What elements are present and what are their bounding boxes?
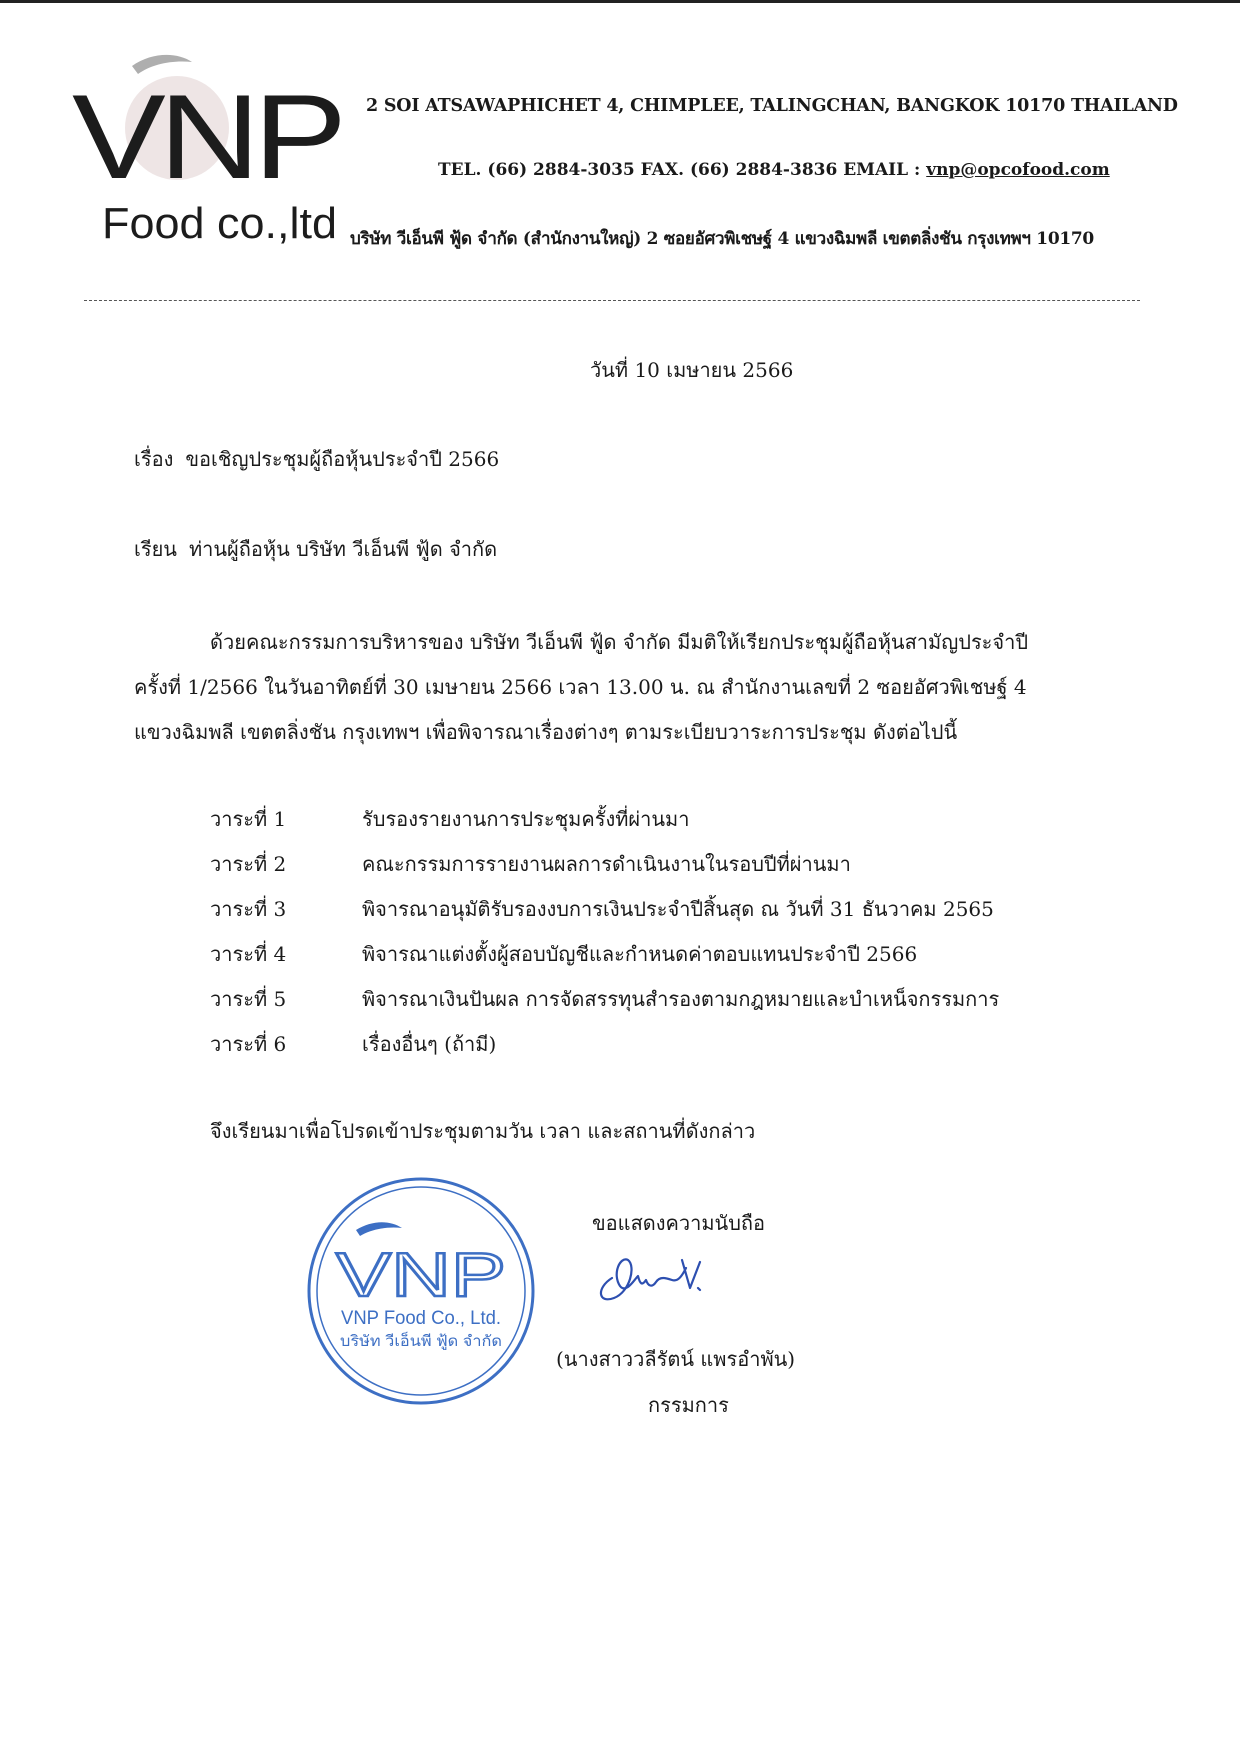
salutation-text: ท่านผู้ถือหุ้น บริษัท วีเอ็นพี ฟู้ด จำกัด bbox=[188, 537, 498, 561]
logo-brand-text: VNP bbox=[72, 70, 340, 204]
agenda-label: วาระที่ 4 bbox=[210, 941, 287, 966]
body-line: ครั้งที่ 1/2566 ในวันอาทิตย์ที่ 30 เมษายน 2566 เวลา 13.00 น. ณ สำนักงานเลขที่ 2 ซอยอัศวพิเชษฐ์ 4 bbox=[134, 675, 1027, 699]
agenda-list bbox=[210, 796, 1110, 1066]
letter-subject bbox=[134, 443, 499, 475]
agenda-item bbox=[210, 976, 1110, 1021]
company-contact bbox=[438, 160, 1110, 180]
scan-top-border bbox=[0, 0, 1240, 3]
letter-closing: จึงเรียนมาเพื่อโปรดเข้าประชุมตามวัน เวลา และสถานที่ดังกล่าว bbox=[210, 1119, 756, 1143]
agenda-text: พิจารณาเงินปันผล การจัดสรรทุนสำรองตามกฎหมายและบำเหน็จกรรมการ bbox=[362, 986, 1000, 1011]
agenda-text: รับรองรายงานการประชุมครั้งที่ผ่านมา bbox=[362, 806, 690, 831]
stamp-brand-text: VNP bbox=[336, 1241, 506, 1310]
agenda-item bbox=[210, 796, 1110, 841]
signer-name: (นางสาววลีรัตน์ แพรอำพัน) bbox=[556, 1347, 796, 1371]
letter-body bbox=[134, 620, 1134, 755]
agenda-label: วาระที่ 6 bbox=[210, 1031, 287, 1056]
body-line: ด้วยคณะกรรมการบริหารของ บริษัท วีเอ็นพี ฟู้ด จำกัด มีมติให้เรียกประชุมผู้ถือหุ้นสามัญประจำปี bbox=[210, 630, 1029, 654]
contact-email-link[interactable]: vnp@opcofood.com bbox=[926, 160, 1110, 180]
agenda-label: วาระที่ 2 bbox=[210, 851, 287, 876]
agenda-text: เรื่องอื่นๆ (ถ้ามี) bbox=[362, 1031, 497, 1056]
stamp-name-th: บริษัท วีเอ็นพี ฟู้ด จำกัด bbox=[340, 1333, 489, 1350]
stamp-leaf-shape bbox=[356, 1222, 402, 1236]
handwritten-signature bbox=[590, 1240, 710, 1310]
body-line: แขวงฉิมพลี เขตตลิ่งชัน กรุงเทพฯ เพื่อพิจารณาเรื่องต่างๆ ตามระเบียบวาระการประชุม ดังต่อไปนี้ bbox=[134, 720, 958, 744]
salutation-label: เรียน bbox=[134, 537, 177, 561]
agenda-text: คณะกรรมการรายงานผลการดำเนินงานในรอบปีที่ผ่านมา bbox=[362, 851, 851, 876]
agenda-text: พิจารณาอนุมัติรับรองงบการเงินประจำปีสิ้นสุด ณ วันที่ 31 ธันวาคม 2565 bbox=[362, 896, 994, 921]
company-address-en: 2 SOI ATSAWAPHICHET 4, CHIMPLEE, TALINGCHAN, BANGKOK 10170 THAILAND bbox=[366, 96, 1178, 116]
regards-text: ขอแสดงความนับถือ bbox=[592, 1211, 766, 1235]
logo-tagline-text: Food co.,ltd bbox=[102, 199, 337, 248]
subject-text: ขอเชิญประชุมผู้ถือหุ้นประจำปี 2566 bbox=[185, 447, 500, 471]
agenda-item bbox=[210, 1021, 1110, 1066]
agenda-item bbox=[210, 886, 1110, 931]
agenda-label: วาระที่ 3 bbox=[210, 896, 287, 921]
company-stamp bbox=[304, 1174, 538, 1408]
agenda-text: พิจารณาแต่งตั้งผู้สอบบัญชีและกำหนดค่าตอบแทนประจำปี 2566 bbox=[362, 941, 918, 966]
signer-position: กรรมการ bbox=[648, 1393, 729, 1417]
contact-phone-fax: TEL. (66) 2884-3035 FAX. (66) 2884-3836 EMAIL : bbox=[438, 160, 921, 180]
letterhead-divider bbox=[84, 300, 1140, 301]
company-address-th: บริษัท วีเอ็นพี ฟู้ด จำกัด (สำนักงานใหญ่) 2 ซอยอัศวพิเชษฐ์ 4 แขวงฉิมพลี เขตตลิ่งชัน กรุงเทพฯ 10170 bbox=[350, 229, 1094, 249]
company-logo bbox=[72, 48, 347, 248]
agenda-label: วาระที่ 1 bbox=[210, 806, 287, 831]
agenda-label: วาระที่ 5 bbox=[210, 986, 287, 1011]
stamp-name-en: VNP Food Co., Ltd. bbox=[341, 1308, 501, 1329]
letter-date: วันที่ 10 เมษายน 2566 bbox=[590, 358, 794, 382]
letter-salutation bbox=[134, 533, 497, 565]
agenda-item bbox=[210, 841, 1110, 886]
subject-label: เรื่อง bbox=[134, 447, 174, 471]
agenda-item bbox=[210, 931, 1110, 976]
